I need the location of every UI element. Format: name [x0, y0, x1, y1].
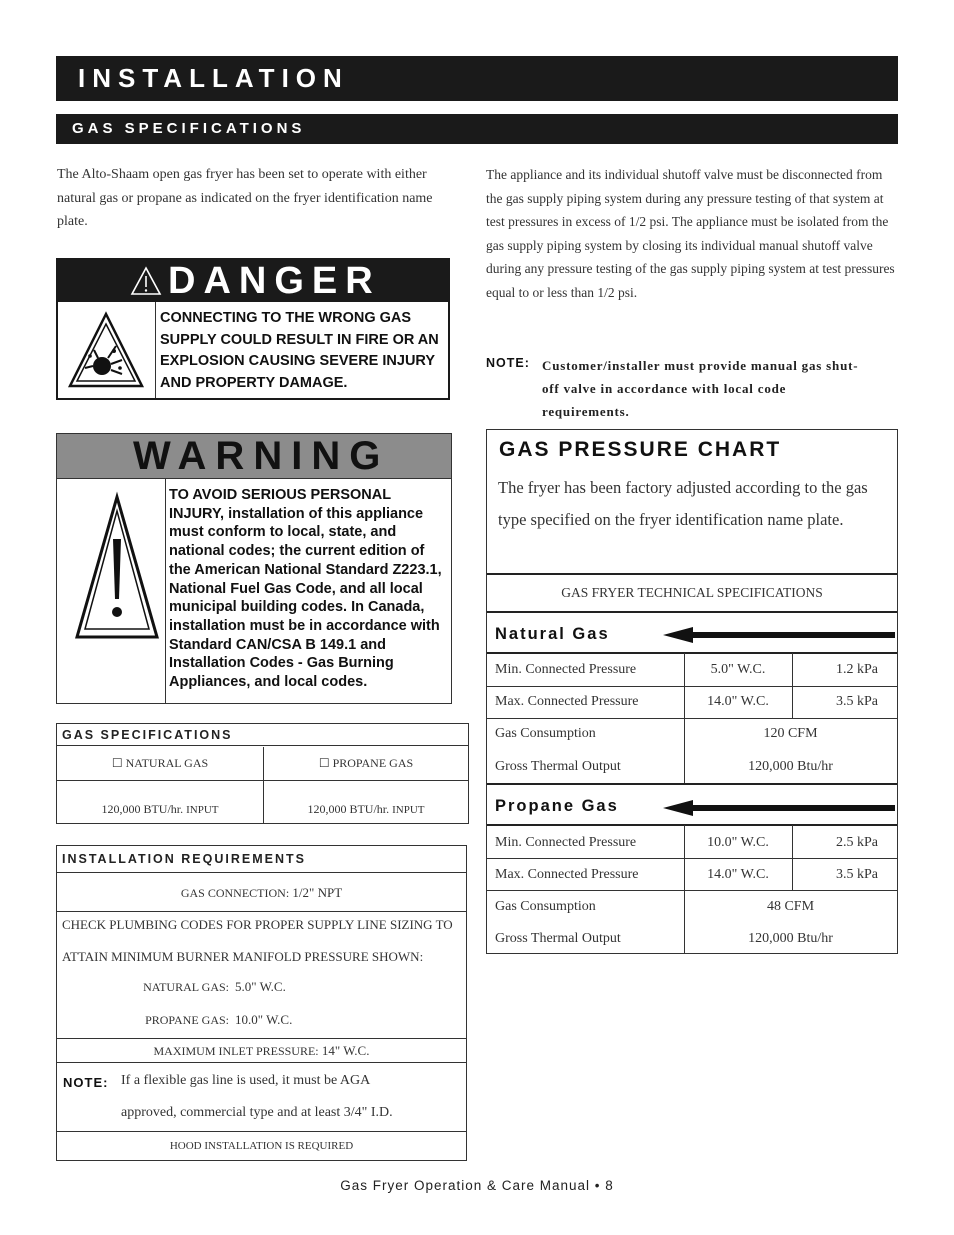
gas-connection-label: GAS CONNECTION: — [180, 886, 290, 900]
propane-max-wc: 14.0" W.C. — [707, 867, 769, 882]
max-inlet-label: MAXIMUM INLET PRESSURE: — [153, 1044, 319, 1058]
input-label: INPUT — [186, 804, 219, 816]
warning-triangle-icon — [130, 266, 162, 296]
propane-max-label: Max. Connected Pressure — [495, 867, 639, 882]
propane-gas-pressure-label: PROPANE GAS: — [145, 1013, 229, 1027]
danger-text: CONNECTING TO THE WRONG GAS SUPPLY COULD RESULT IN FIRE OR AN EXPLOSION CAUSING SEVERE INJURY AND PROPERTY DAMAGE. — [160, 310, 439, 391]
propane-btu-value: 120,000 BTU/hr. — [307, 802, 390, 816]
explosion-icon — [58, 302, 155, 398]
propane-thermal-value: 120,000 Btu/hr — [748, 931, 833, 946]
natural-min-kpa: 1.2 kPa — [836, 662, 878, 677]
shutoff-paragraph: The appliance and its individual shutoff valve must be disconnected from the gas supply piping system during any pressure testing of that system at test pressures in excess of 1/2 psi. The appliance must be isolated from the gas supply piping system by closing its individual manual shutoff valve during any pressure testing of the gas supply piping system at test pressures equal to or less than 1/2 psi. — [486, 167, 895, 300]
natural-max-kpa: 3.5 kPa — [836, 694, 878, 709]
right-note-text — [542, 354, 858, 423]
natural-max-label: Max. Connected Pressure — [495, 694, 639, 709]
danger-pictogram — [58, 302, 156, 398]
section-title: INSTALLATION — [56, 56, 898, 101]
natural-gas-input — [57, 802, 263, 817]
checkbox-icon: ☐ — [111, 756, 123, 770]
natural-min-wc: 5.0" W.C. — [710, 662, 766, 677]
page-footer: Gas Fryer Operation & Care Manual • 8 — [340, 1178, 614, 1193]
natural-max-wc: 14.0" W.C. — [707, 694, 769, 709]
right-note-label: NOTE: — [486, 356, 530, 370]
arrow-left-icon — [663, 627, 895, 643]
gas-specifications-table — [56, 723, 469, 824]
natural-gas-label: NATURAL GAS — [125, 756, 209, 770]
checkbox-icon: ☐ — [318, 756, 330, 770]
subsection-title: GAS SPECIFICATIONS — [56, 114, 898, 144]
gas-pressure-chart-title: GAS PRESSURE CHART — [499, 438, 782, 461]
exclamation-icon — [57, 479, 165, 703]
propane-gas-input — [264, 802, 468, 817]
install-req-title: INSTALLATION REQUIREMENTS — [57, 846, 466, 873]
warning-title: WARNING — [133, 434, 390, 478]
note-label: NOTE: — [63, 1075, 109, 1090]
natural-gas-pressure-label: NATURAL GAS: — [143, 980, 229, 994]
danger-title: DANGER — [168, 260, 381, 302]
arrow-left-icon — [663, 800, 895, 816]
natural-gas-pressure-value: 5.0" W.C. — [235, 979, 286, 994]
propane-min-kpa: 2.5 kPa — [836, 835, 878, 850]
propane-max-kpa: 3.5 kPa — [836, 867, 878, 882]
propane-consumption-label: Gas Consumption — [495, 899, 596, 914]
right-note-line2: off valve in accordance with local code — [542, 381, 787, 396]
natural-gas-section-label: Natural Gas — [495, 625, 610, 643]
danger-header — [58, 260, 448, 302]
propane-gas-pressure-value: 10.0" W.C. — [235, 1012, 293, 1027]
warning-box — [56, 433, 452, 704]
hood-installation: HOOD INSTALLATION IS REQUIRED — [169, 1140, 354, 1152]
warning-header — [57, 434, 451, 479]
max-inlet-pressure — [57, 1043, 466, 1059]
check-codes-line2: ATTAIN MINIMUM BURNER MANIFOLD PRESSURE SHOWN: — [62, 949, 424, 964]
installation-requirements-table — [56, 845, 467, 1161]
check-codes-line1: CHECK PLUMBING CODES FOR PROPER SUPPLY LINE SIZING TO — [62, 917, 453, 932]
input-label: INPUT — [392, 804, 425, 816]
note-line2: approved, commercial type and at least 3/4" I.D. — [121, 1105, 393, 1120]
gas-connection — [57, 885, 466, 901]
warning-text: TO AVOID SERIOUS PERSONAL INJURY, installation of this appliance must conform to local, state, and national codes; the current edition of the American National Standard Z223.1, National Fuel Gas Code, and all local municipal building codes. In Canada, installation must be in accordance with Standard CAN/CSA B 149.1 and Installation Codes - Gas Burning Appliances, and local codes. — [169, 487, 442, 691]
natural-thermal-value: 120,000 Btu/hr — [748, 759, 833, 774]
propane-gas-option — [264, 756, 468, 771]
propane-consumption-value: 48 CFM — [766, 899, 815, 914]
max-inlet-value: 14" W.C. — [321, 1043, 370, 1058]
gas-connection-value: 1/2" NPT — [292, 885, 343, 900]
tech-spec-header: GAS FRYER TECHNICAL SPECIFICATIONS — [561, 585, 823, 600]
propane-min-label: Min. Connected Pressure — [495, 835, 637, 850]
gas-specs-title: GAS SPECIFICATIONS — [57, 724, 468, 746]
propane-gas-label: PROPANE GAS — [332, 756, 414, 770]
natural-consumption-value: 120 CFM — [763, 726, 818, 741]
danger-box — [56, 258, 450, 400]
gas-pressure-chart-description: The fryer has been factory adjusted according to the gas type specified on the fryer identification name plate. — [498, 478, 868, 529]
natural-btu-value: 120,000 BTU/hr. — [101, 802, 184, 816]
warning-pictogram — [57, 479, 166, 703]
right-note-line3: requirements. — [542, 404, 630, 419]
gas-pressure-chart — [486, 429, 898, 954]
propane-min-wc: 10.0" W.C. — [707, 835, 769, 850]
intro-paragraph: The Alto-Shaam open gas fryer has been set to operate with either natural gas or propane as indicated on the fryer identification name plate. — [57, 167, 433, 229]
note-line1: If a flexible gas line is used, it must be AGA — [121, 1073, 371, 1088]
right-note-line1: Customer/installer must provide manual gas shut- — [542, 358, 859, 373]
natural-gas-option — [57, 756, 263, 771]
propane-thermal-label: Gross Thermal Output — [495, 931, 621, 946]
natural-thermal-label: Gross Thermal Output — [495, 759, 621, 774]
natural-min-label: Min. Connected Pressure — [495, 662, 637, 677]
natural-consumption-label: Gas Consumption — [495, 726, 596, 741]
propane-gas-section-label: Propane Gas — [495, 797, 619, 815]
